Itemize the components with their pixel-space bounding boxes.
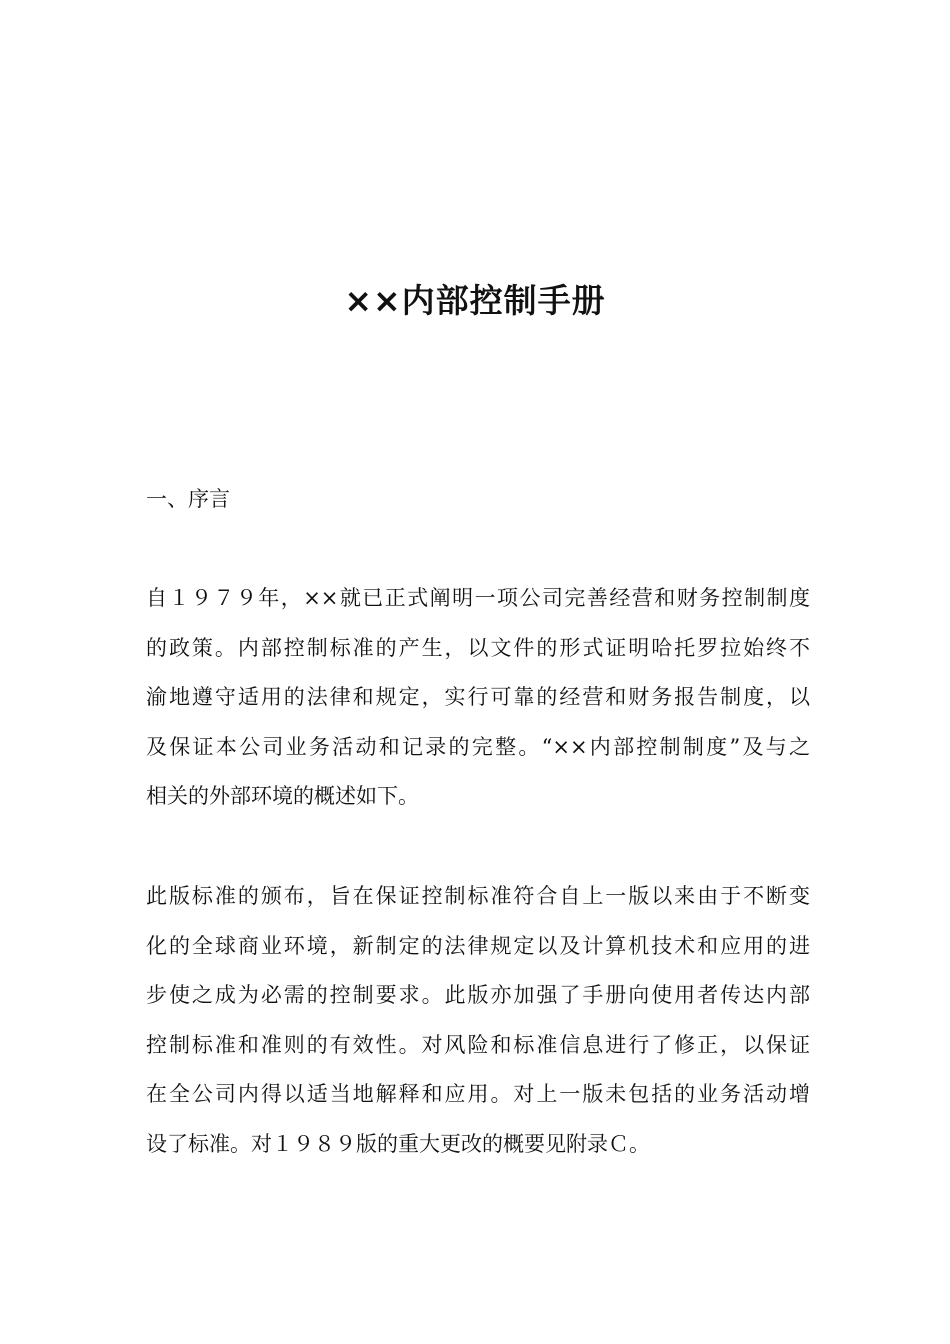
paragraph-preface-1 <box>146 574 810 822</box>
paragraph-line: 的政策。内部控制标准的产生，以文件的形式证明哈托罗拉始终不 <box>146 635 810 660</box>
section-heading: 一、序言 <box>146 487 230 511</box>
paragraph-line: 设了标准。对１９８９版的重大更改的概要见附录Ｃ。 <box>146 1131 650 1156</box>
paragraph-line: 在全公司内得以适当地解释和应用。对上一版未包括的业务活动增 <box>146 1082 810 1106</box>
paragraph-preface-2 <box>146 872 810 1169</box>
paragraph-line: 此版标准的颁布，旨在保证控制标准符合自上一版以来由于不断变 <box>146 884 810 908</box>
paragraph-line: 及保证本公司业务活动和记录的完整。“××内部控制制度”及与之 <box>146 734 810 759</box>
paragraph-line: 自１９７９年，××就已正式阐明一项公司完善经营和财务控制制度 <box>146 586 810 610</box>
paragraph-line: 步使之成为必需的控制要求。此版亦加强了手册向使用者传达内部 <box>146 983 810 1007</box>
document-title: ××内部控制手册 <box>344 281 606 320</box>
paragraph-line: 渝地遵守适用的法律和规定，实行可靠的经营和财务报告制度，以 <box>146 685 810 709</box>
paragraph-line: 相关的外部环境的概述如下。 <box>146 784 419 808</box>
paragraph-line: 控制标准和准则的有效性。对风险和标准信息进行了修正，以保证 <box>146 1032 810 1057</box>
paragraph-line: 化的全球商业环境，新制定的法律规定以及计算机技术和应用的进 <box>146 933 810 958</box>
